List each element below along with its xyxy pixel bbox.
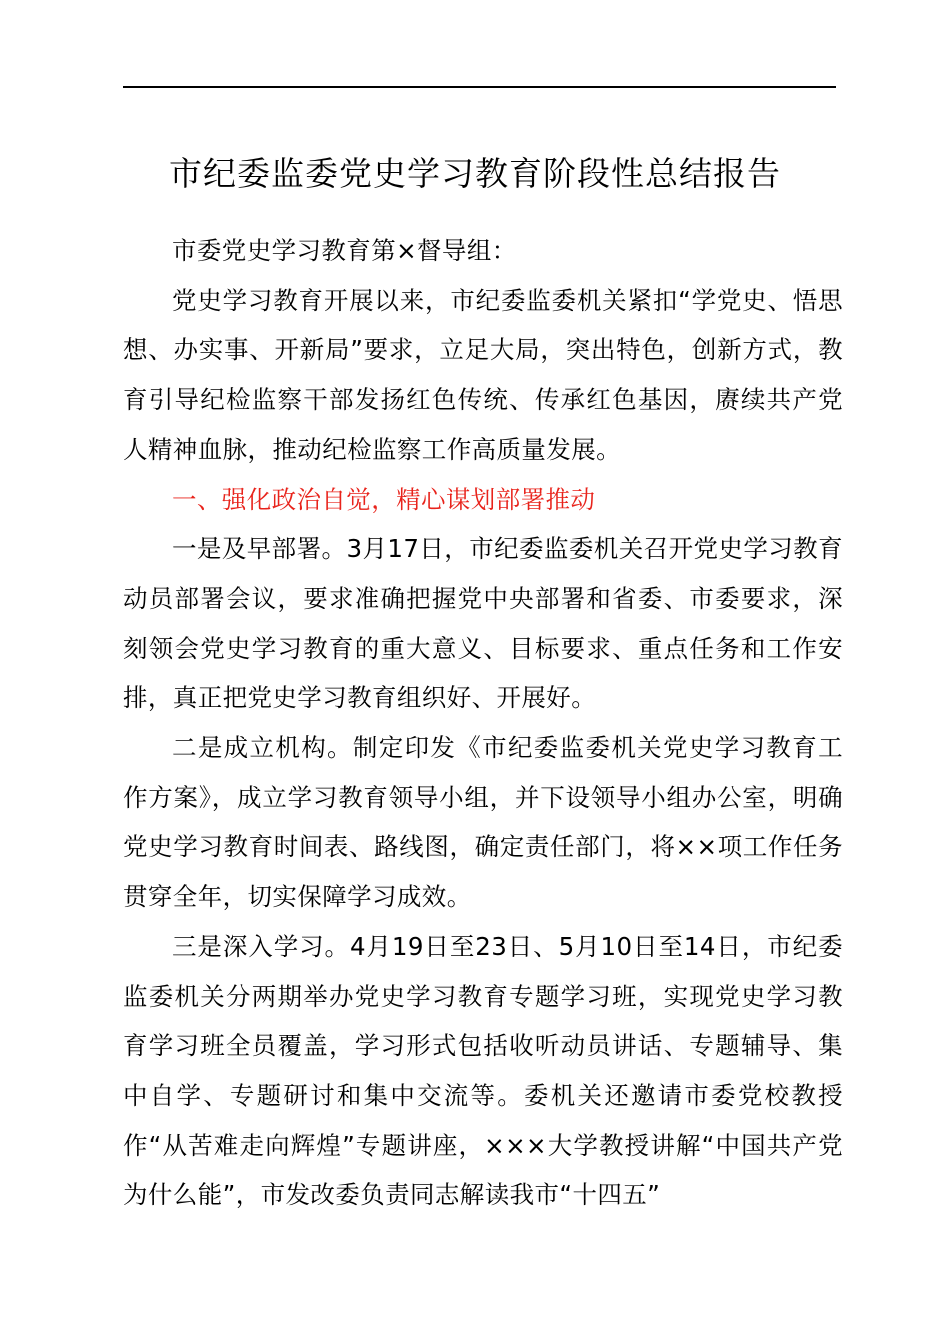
document-title: 市纪委监委党史学习教育阶段性总结报告 bbox=[169, 154, 781, 193]
paragraph-in-depth-study: 三是深入学习。4月19日至23日、5月10日至14日，市纪委监委机关分两期举办党史学习教育专题学习班，实现党史学习教育学习班全员覆盖，学习形式包括收听动员讲话、专题辅导、集中自学、专题研讨和集中交流等。委机关还邀请市委党校教授作“从苦难走向辉煌”专题讲座，×××大学教授讲解“中国共产党为什么能”，市发改委负责同志解读我市“十四五” bbox=[123, 931, 843, 1210]
paragraph-establish-organization: 二是成立机构。制定印发《市纪委监委机关党史学习教育工作方案》，成立学习教育领导小组，并下设领导小组办公室，明确党史学习教育时间表、路线图，确定责任部门，将××项工作任务贯穿全年，切实保障学习成效。 bbox=[123, 733, 843, 912]
intro-paragraph: 党史学习教育开展以来，市纪委监委机关紧扣“学党史、悟思想、办实事、开新局”要求，立足大局，突出特色，创新方式，教育引导纪检监察干部发扬红色传统、传承红色基因，赓续共产党人精神血脉，推动纪检监察工作高质量发展。 bbox=[123, 285, 843, 464]
document-body bbox=[123, 226, 843, 1220]
header-rule bbox=[123, 86, 836, 88]
salutation: 市委党史学习教育第×督导组： bbox=[172, 236, 517, 265]
section-heading-1: 一、强化政治自觉，精心谋划部署推动 bbox=[172, 484, 596, 514]
paragraph-early-deployment: 一是及早部署。3月17日，市纪委监委机关召开党史学习教育动员部署会议，要求准确把握党中央部署和省委、市委要求，深刻领会党史学习教育的重大意义、目标要求、重点任务和工作安排，真正把党史学习教育组织好、开展好。 bbox=[123, 534, 843, 713]
